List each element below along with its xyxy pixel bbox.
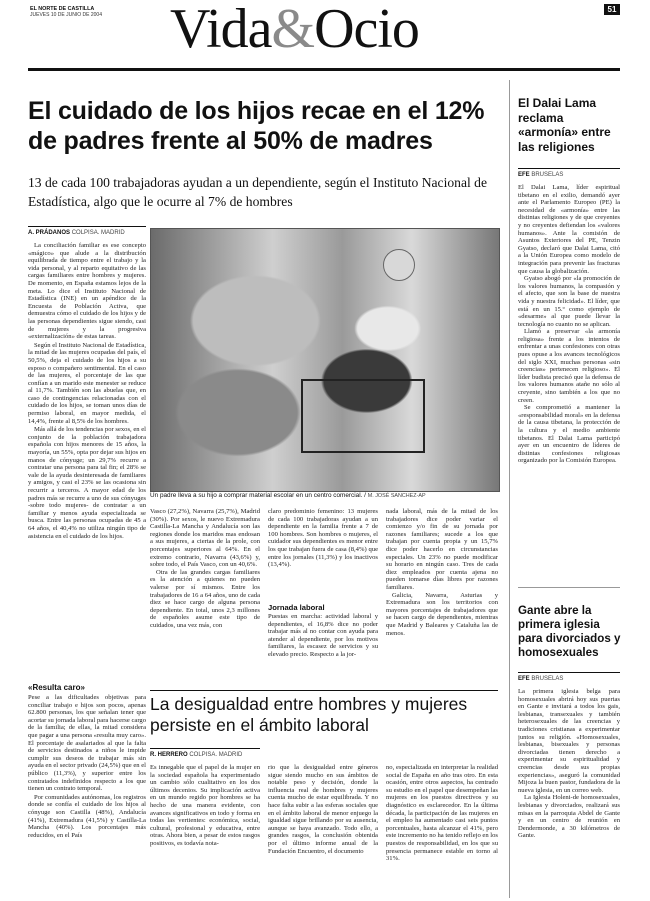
main-col2 [150, 508, 260, 668]
sidebar2-byline [518, 672, 620, 683]
main-col1-p3: Más allá de los tendencias por sexos, en el conjunto de la población trabajadora española con hijos menores de 15 años, la mayoría, un 55%, opta por dejar sus hijos en manos de cónyuge; un 29,7% recurre a contratar una persona para tal fin; el 28% se vale de la ayuda desinteresada de familiares y amigos, y casi el 23% se las ocasiona sin recurrir a terceros. A mayor edad de los padres más se recurre a uno de sus cónyuges -sobre todo mujeres- de contratar a un familiar y menos ayuda especializada se busca. Entre las personas ocupadas de 45 a 64 años, el 40,4% no utiliza ningún tipo de asistencia en el cuidado de los hijos. [28, 426, 146, 540]
sidebar1-place: BRUSELAS [531, 172, 564, 178]
sidebar-divider [509, 80, 510, 898]
subhead-jornada: Jornada laboral [268, 603, 325, 612]
sidebar1-byline [518, 168, 620, 179]
secondary-byline-name: R. HERRERO [150, 752, 188, 758]
section-title-ocio: Ocio [314, 0, 419, 60]
page-number: 51 [604, 4, 620, 15]
section-title [170, 0, 480, 60]
main-col4-p1: nada laboral, más de la mitad de los trabajadores dice poder variar el comienzo y/o fin de su jornada por razones familiares; sucede a los que trabajan por cuenta propia y un 15,7% dice poder hacerlo en circunstancias especiales. Un 23% no puede modificar su horario en ningún caso. Tres de cada diez empleados por cuenta ajena no pueden tomarse días libres por razones familiares. [386, 508, 498, 591]
main-col1-p4: Pese a las dificultades objetivas para conciliar trabajo e hijos son pocos, apenas 62.800 personas, los que señalan tener que acortar su jornada laboral para hacerse cargo de la familia; de ellas, la mitad considera que pagar a una persona «resulta muy caro». El porcentaje de asalariados al que la falta de servicios destinados a niños le impide cumplir sus deseos de trabajar más sin ayuda en el sector privado (24,5%) que en el público (11,3%), y superior entre los contratados indefinidos respecto a los que tienen un contrato temporal. [28, 694, 146, 793]
main-col1-top [28, 242, 146, 540]
main-col3-top [268, 508, 378, 569]
main-col1-p2: Según el Instituto Nacional de Estadística, la mitad de las mujeres ocupadas del país, el 50,5%, deja el cuidado de los hijos a su esposo o compañero sentimental. En el caso de las mujeres, el porcentaje de las que confían a un marido este menester se reduce al 11,7%. También son las abuelas que, en caso de contingencias relacionadas con el cuidado de los hijos, se toman unos días de permiso laboral, en mayor medida, el 14,4%, frente al 8,5% de los hombres. [28, 341, 146, 425]
secondary-byline-agency: COLPISA. MADRID [189, 752, 243, 758]
sidebar-separator [518, 587, 620, 588]
section-title-ampersand: & [271, 0, 315, 60]
news-photo [150, 228, 500, 492]
main-subhead: 13 de cada 100 trabajadoras ayudan a un dependiente, según el Instituto Nacional de Estadística, algo que le ocurre al 7% de hombres [28, 175, 488, 209]
sidebar2-p2: La Iglesia Holeni-de homosexuales, lesbianas y divorciados, realizará sus misas en la parroquia Abdel de Gante y en un centro de reunión en Dendermonde, a 30 kilómetros de Gante. [518, 794, 620, 840]
secondary-col3: no, especializada en interpretar la realidad social de España en año tras otro. En esta ocasión, entre otros aspectos, ha centrado su estudio en el papel que desempeñan las mujeres en los puestos directivos y su diagnóstico es esclarecedor. En la última década, la participación de las mujeres en el empleo ha aumentado casi seis puntos porcentuales, hasta alcanzar el 41%, pero este incremento no ha tenido reflejo en los puestos de responsabilidad, en los que su presencia permanece estable en torno al 31%. [386, 764, 498, 863]
section-title-vida: Vida [170, 0, 272, 60]
sidebar1-p1: El Dalai Lama, líder espiritual tibetano en el exilio, demandó ayer ante el Parlamento Europeo (PE) la necesidad de «armonía» entre las distintas religiones y de que creyentes y no creyentes defiendan los «valores humanos». Ante la comisión de Asuntos Exteriores del PE, Tenzin Gyatso, declaró que Dalai Lama, citó a la Unión Europea como modelo de integración para prevenir las fracturas que causa la globalización. [518, 184, 620, 275]
main-byline-agency: COLPISA. MADRID [71, 230, 125, 236]
photo-credit: M. JOSÉ SANCHEZ-AP [367, 493, 426, 499]
sidebar1-p4: Se comprometió a mantener la «responsabilidad moral» en la defensa de la causa tibetana, la protección de la cultura y el medio ambiente tibetanos. El Dalai Lama participó ayer en un encuentro de líderes de distintas confesiones religiosas organizado por la Comisión Europea. [518, 404, 620, 465]
subhead-resulta-caro: «Resulta caro» [28, 683, 85, 692]
main-headline: El cuidado de los hijos recae en el 12% de padres frente al 50% de madres [28, 97, 485, 155]
sidebar2-place: BRUSELAS [531, 676, 564, 682]
main-col2-p1: Vasco (27,2%), Navarra (25,7%), Madrid (30%). Por sexos, le nuevo Extremadura Castilla-La Mancha y Andalucía son las regiones donde los maridos mas endosan a sus mujeres, a ciertas de la prole, con porcentajes superiores al 64%. En el extremo contrario, Navarra (43,6%) y, sobre todo, el País Vasco, con un 40,6%. [150, 508, 260, 569]
masthead-paper: EL NORTE DE CASTILLA [30, 6, 95, 12]
main-col1-bottom [28, 694, 146, 899]
secondary-headline: La desigualdad entre hombres y mujeres persiste en el ámbito laboral [150, 694, 468, 735]
sidebar1-body [518, 184, 620, 580]
photo-caption [150, 492, 498, 500]
masthead-rule [28, 68, 620, 71]
sidebar1-agency: EFE [518, 172, 530, 178]
main-col3-bottom [268, 613, 378, 668]
secondary-col1: Es innegable que el papel de la mujer en la sociedad española ha experimentado un cambio sólo cualitativo en los dos últimos decenios. Su implicación activa en un mundo regido por hombres se ha hecho de una manera evidente, con avances significativos en todo y forma en todas las vertientes: económica, social, cultural, profesional y educativa, entre otras. Ahora bien, a pesar de estos rasgos positivos, es todavía nota- [150, 764, 260, 847]
sidebar1-p2: Gyatso abogó por «la promoción de los valores humanos, la compasión y el afecto, que son la base de nuestra vida y nuestra felicidad». El líder, que está en un 15.º como ejemplo de «desarme» al que puede llevar la tecnología no cuanto no se aplican. [518, 275, 620, 328]
main-col4-p2: Galicia, Navarra, Asturias y Extremadura son los territorios con mayores porcentajes de trabajadores que se hacen cargo de dependientes, mientras que Madrid y Baleares y Cataluña las de menos. [386, 591, 498, 637]
masthead-date: JUEVES 10 DE JUNIO DE 2004 [30, 12, 102, 18]
main-byline-name: A. PRÁDANOS [28, 230, 71, 236]
cart-shape [301, 379, 425, 453]
main-col4 [386, 508, 498, 668]
person-head-shape [383, 249, 415, 281]
main-col1-p1: La conciliación familiar es ese concepto «mágico» que alude a la distribución equilibrada de tiempo entre el trabajo y la vida personal, y al reparto equitativo de las cargas familiares entre hombres y mujeres. De momento, en España estamos lejos de la meta. Lo dice el Instituto Nacional de Estadística (INE) en un apéndice de la Encuesta de Población Activa, que demuestra cómo el cuidado de los hijos y de las personas dependientes sigue siendo, casi de mujeres y la progresiva «externalización» de estas tareas. [28, 242, 146, 341]
secondary-col2: rio que la desigualdad entre géneros sigue siendo mucho en sus ámbitos de notable peso y decisión, donde la influencia real de hombres y mujeres cuenta mucho de estar equilibrada. Y no hace falta subir a las esferas sociales que en el ámbito laboral de menor enjuego la igualdad sigue brillando por su ausencia, aunque se haya avanzado. Todo ello, a grandes rasgos, la conclusión obtenida por el último informe anual de la Fundación Encuentro, el documento [268, 764, 378, 855]
photo-caption-text: Un padre lleva a su hijo a comprar material escolar en un centro comercial. / [150, 492, 366, 499]
sidebar2-agency: EFE [518, 676, 530, 682]
sidebar1-headline: El Dalai Lama reclama «armonía» entre las religiones [518, 96, 611, 154]
main-col1-p5: Por comunidades autónomas, los registros donde se confía el cuidado de los hijos al cónyuge son Castilla (48%), Andalucía (41%), Extremadura (41,5%) y Castilla-La Mancha (40%). Los porcentajes más reducidos, en el País [28, 793, 146, 839]
main-col3-p1: claro predominio femenino: 13 mujeres de cada 100 trabajadoras ayudan a un dependiente en la familia frente a 7 de 100 hombres. Son hombres o mujeres, el cuidador sus dependientes es menor entre los que trabajan fuera de casa (8,4%) que entre los jornales (11,3%) y los inactivos (13,4%). [268, 508, 378, 569]
secondary-byline [150, 748, 260, 759]
sidebar2-body [518, 688, 620, 898]
main-col3-p2: Puestas en marcha: actividad laboral y dependientes, el 16,8% dice no poder trabajar más al no contar con ayuda para atender al dependiente, por los motivos familiares, la escasez de servicios y su elevado precio. Respecto a la jor- [268, 613, 378, 658]
secondary-rule [150, 690, 498, 691]
sidebar2-p1: La primera iglesia belga para homosexuales abrirá hoy sus puertas en Gante e invitará a todos los gais, lesbianas, transexuales y también heterosexuales de las creencias y tradiciones cristianas a experimentar juntos su religión. «Homosexuales, lesbianas, bisexuales y personas divorciadas tienen derecho a experimentar su espiritualidad y creencias desde sus propias experiencias», aseguró la comunidad Mijoza la buen pastor, fundadora de la nueva iglesia, en un correo web. [518, 688, 620, 794]
main-byline [28, 226, 146, 237]
sidebar1-p3: Llamó a preservar «la armonía religiosa» frente a los intentos de enfrentar a unas confesiones con otras pues opuse a los avances tecnológicos del siglo XXI, muchas personas «sin creencias» pertenecen religioso». El líder budista precisó que la defensa de los valores humanos atañe no sólo al creyente, sino también a los que no creen. [518, 328, 620, 404]
main-col2-p2: Otra de las grandes cargas familiares es la atención a quienes no pueden valerse por sí mismos. Entre los trabajadores de 16 a 64 años, uno de cada diez se hace cargo de alguna persona dependiente. En total, unos 2,3 millones de españoles asume este tipo de cuidados, una vez más, con [150, 568, 260, 629]
sidebar2-headline: Gante abre la primera iglesia para divorciados y homosexuales [518, 604, 621, 659]
